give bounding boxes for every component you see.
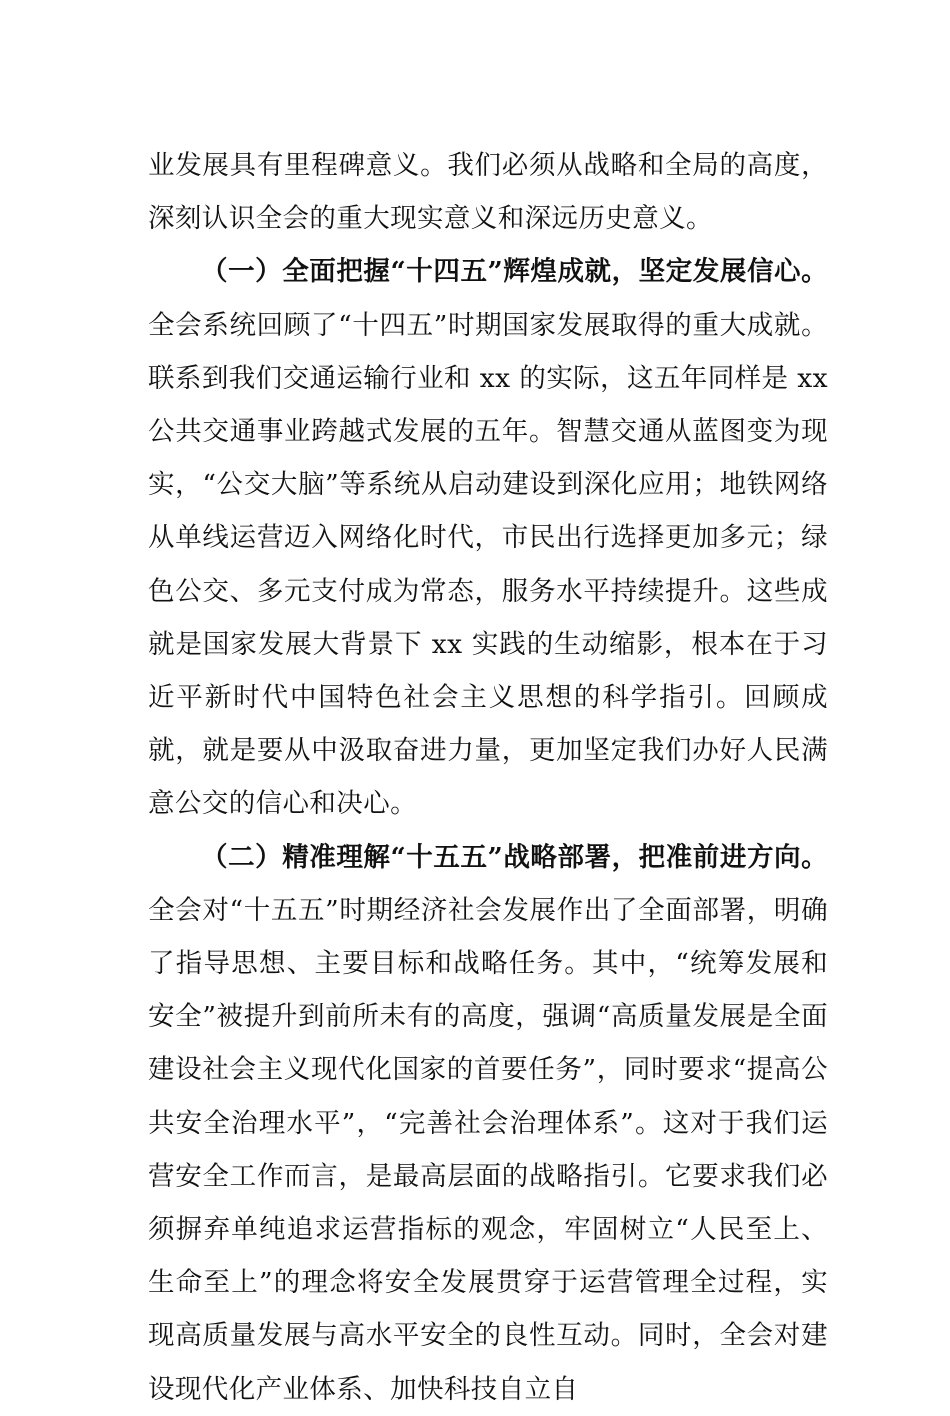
paragraph-section-1 (148, 245, 828, 830)
paragraph-body: 全会对“十五五”时期经济社会发展作出了全面部署，明确了指导思想、主要目标和战略任务。其中，“统筹发展和安全”被提升到前所未有的高度，强调“高质量发展是全面建设社会主义现代化国家的首要任务”，同时要求“提高公共安全治理水平”，“完善社会治理体系”。这对于我们运营安全工作而言，是最高层面的战略指引。它要求我们必须摒弃单纯追求运营指标的观念，牢固树立“人民至上、生命至上”的理念将安全发展贯穿于运营管理全过程，实现高质量发展与高水平安全的良性互动。同时，全会对建设现代化产业体系、加快科技自立自 (148, 894, 828, 1405)
paragraph-section-2 (148, 831, 828, 1416)
paragraph-body: 全会系统回顾了“十四五”时期国家发展取得的重大成就。联系到我们交通运输行业和 xx 的实际，这五年同样是 xx 公共交通事业跨越式发展的五年。智慧交通从蓝图变为现实，“公交大脑”等系统从启动建设到深化应用；地铁网络从单线运营迈入网络化时代，市民出行选择更加多元；绿色公交、多元支付成为常态，服务水平持续提升。这些成就是国家发展大背景下 xx 实践的生动缩影，根本在于习近平新时代中国特色社会主义思想的科学指引。回顾成就，就是要从中汲取奋进力量，更加坚定我们办好人民满意公交的信心和决心。 (148, 309, 828, 820)
document-body (148, 139, 828, 1416)
paragraph-continuation (148, 139, 828, 245)
section-heading: （二）精准理解“十五五”战略部署，把准前进方向。 (201, 841, 828, 873)
section-heading: （一）全面把握“十四五”辉煌成就，坚定发展信心。 (201, 256, 828, 288)
paragraph-body: 业发展具有里程碑意义。我们必须从战略和全局的高度，深刻认识全会的重大现实意义和深远历史意义。 (148, 150, 828, 235)
